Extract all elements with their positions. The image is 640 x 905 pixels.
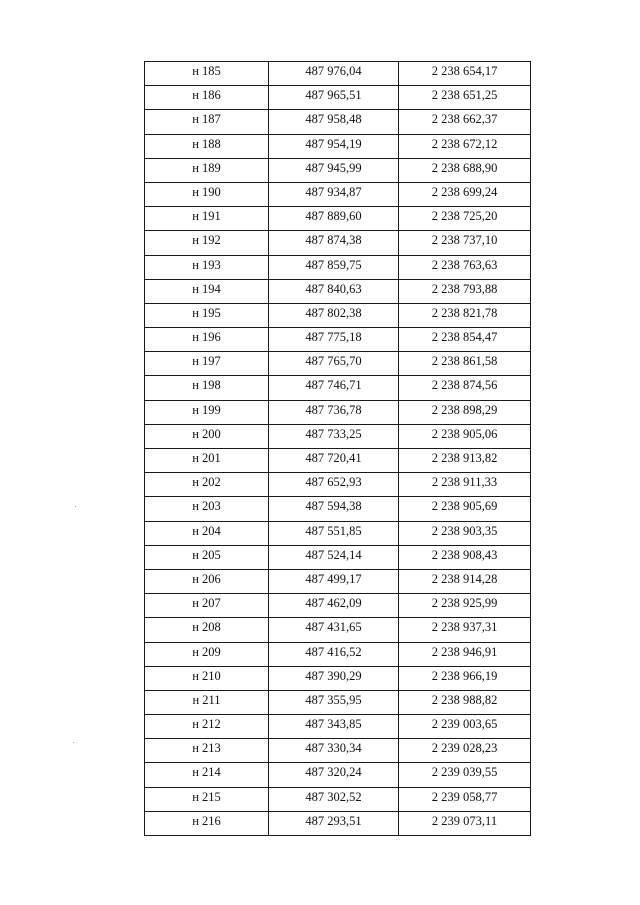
point-number-cell: н 215	[145, 787, 269, 811]
point-number-cell: н 188	[145, 134, 269, 158]
point-number-cell: н 185	[145, 62, 269, 86]
table-row	[145, 521, 531, 545]
y-coordinate-cell: 2 238 651,25	[399, 86, 531, 110]
point-number-cell: н 211	[145, 690, 269, 714]
x-coordinate-cell: 487 416,52	[269, 642, 399, 666]
table-row	[145, 763, 531, 787]
x-coordinate-cell: 487 720,41	[269, 449, 399, 473]
y-coordinate-cell: 2 239 073,11	[399, 811, 531, 835]
table-row	[145, 62, 531, 86]
point-number-cell: н 204	[145, 521, 269, 545]
y-coordinate-cell: 2 238 908,43	[399, 545, 531, 569]
x-coordinate-cell: 487 524,14	[269, 545, 399, 569]
point-number-cell: н 194	[145, 279, 269, 303]
x-coordinate-cell: 487 874,38	[269, 231, 399, 255]
point-number-cell: н 203	[145, 497, 269, 521]
x-coordinate-cell: 487 293,51	[269, 811, 399, 835]
point-number-cell: н 189	[145, 158, 269, 182]
y-coordinate-cell: 2 238 821,78	[399, 303, 531, 327]
y-coordinate-cell: 2 238 699,24	[399, 182, 531, 206]
x-coordinate-cell: 487 431,65	[269, 618, 399, 642]
table-row	[145, 594, 531, 618]
y-coordinate-cell: 2 238 793,88	[399, 279, 531, 303]
y-coordinate-cell: 2 238 861,58	[399, 352, 531, 376]
y-coordinate-cell: 2 239 028,23	[399, 739, 531, 763]
x-coordinate-cell: 487 934,87	[269, 182, 399, 206]
y-coordinate-cell: 2 238 988,82	[399, 690, 531, 714]
x-coordinate-cell: 487 889,60	[269, 207, 399, 231]
x-coordinate-cell: 487 733,25	[269, 424, 399, 448]
table-row	[145, 207, 531, 231]
table-row	[145, 787, 531, 811]
table-row	[145, 497, 531, 521]
x-coordinate-cell: 487 746,71	[269, 376, 399, 400]
point-number-cell: н 216	[145, 811, 269, 835]
y-coordinate-cell: 2 238 898,29	[399, 400, 531, 424]
table-row	[145, 811, 531, 835]
point-number-cell: н 209	[145, 642, 269, 666]
table-row	[145, 424, 531, 448]
table-row	[145, 666, 531, 690]
point-number-cell: н 199	[145, 400, 269, 424]
y-coordinate-cell: 2 238 937,31	[399, 618, 531, 642]
y-coordinate-cell: 2 238 737,10	[399, 231, 531, 255]
scan-speck	[75, 506, 76, 507]
x-coordinate-cell: 487 462,09	[269, 594, 399, 618]
x-coordinate-cell: 487 965,51	[269, 86, 399, 110]
x-coordinate-cell: 487 765,70	[269, 352, 399, 376]
table-row	[145, 715, 531, 739]
y-coordinate-cell: 2 238 905,69	[399, 497, 531, 521]
y-coordinate-cell: 2 238 913,82	[399, 449, 531, 473]
table-row	[145, 352, 531, 376]
x-coordinate-cell: 487 594,38	[269, 497, 399, 521]
y-coordinate-cell: 2 238 662,37	[399, 110, 531, 134]
x-coordinate-cell: 487 802,38	[269, 303, 399, 327]
point-number-cell: н 192	[145, 231, 269, 255]
table-row	[145, 739, 531, 763]
point-number-cell: н 205	[145, 545, 269, 569]
x-coordinate-cell: 487 551,85	[269, 521, 399, 545]
x-coordinate-cell: 487 954,19	[269, 134, 399, 158]
y-coordinate-cell: 2 238 911,33	[399, 473, 531, 497]
point-number-cell: н 198	[145, 376, 269, 400]
point-number-cell: н 187	[145, 110, 269, 134]
x-coordinate-cell: 487 652,93	[269, 473, 399, 497]
y-coordinate-cell: 2 238 854,47	[399, 328, 531, 352]
y-coordinate-cell: 2 238 946,91	[399, 642, 531, 666]
y-coordinate-cell: 2 238 654,17	[399, 62, 531, 86]
table-row	[145, 690, 531, 714]
x-coordinate-cell: 487 330,34	[269, 739, 399, 763]
point-number-cell: н 213	[145, 739, 269, 763]
y-coordinate-cell: 2 238 874,56	[399, 376, 531, 400]
table-row	[145, 569, 531, 593]
table-row	[145, 134, 531, 158]
table-row	[145, 158, 531, 182]
x-coordinate-cell: 487 355,95	[269, 690, 399, 714]
x-coordinate-cell: 487 976,04	[269, 62, 399, 86]
point-number-cell: н 191	[145, 207, 269, 231]
x-coordinate-cell: 487 859,75	[269, 255, 399, 279]
point-number-cell: н 202	[145, 473, 269, 497]
y-coordinate-cell: 2 238 903,35	[399, 521, 531, 545]
y-coordinate-cell: 2 239 003,65	[399, 715, 531, 739]
x-coordinate-cell: 487 736,78	[269, 400, 399, 424]
table-row	[145, 473, 531, 497]
table-row	[145, 231, 531, 255]
coordinates-table-body	[145, 62, 531, 836]
point-number-cell: н 186	[145, 86, 269, 110]
table-row	[145, 400, 531, 424]
y-coordinate-cell: 2 238 672,12	[399, 134, 531, 158]
point-number-cell: н 206	[145, 569, 269, 593]
y-coordinate-cell: 2 238 763,63	[399, 255, 531, 279]
coordinates-table	[144, 61, 531, 836]
x-coordinate-cell: 487 958,48	[269, 110, 399, 134]
table-row	[145, 110, 531, 134]
y-coordinate-cell: 2 238 688,90	[399, 158, 531, 182]
x-coordinate-cell: 487 390,29	[269, 666, 399, 690]
point-number-cell: н 193	[145, 255, 269, 279]
table-row	[145, 328, 531, 352]
x-coordinate-cell: 487 840,63	[269, 279, 399, 303]
table-row	[145, 376, 531, 400]
point-number-cell: н 190	[145, 182, 269, 206]
scan-speck	[73, 742, 74, 743]
x-coordinate-cell: 487 499,17	[269, 569, 399, 593]
point-number-cell: н 195	[145, 303, 269, 327]
table-row	[145, 279, 531, 303]
point-number-cell: н 214	[145, 763, 269, 787]
y-coordinate-cell: 2 238 966,19	[399, 666, 531, 690]
table-row	[145, 303, 531, 327]
point-number-cell: н 207	[145, 594, 269, 618]
x-coordinate-cell: 487 302,52	[269, 787, 399, 811]
table-row	[145, 255, 531, 279]
y-coordinate-cell: 2 238 914,28	[399, 569, 531, 593]
table-row	[145, 449, 531, 473]
point-number-cell: н 197	[145, 352, 269, 376]
x-coordinate-cell: 487 320,24	[269, 763, 399, 787]
y-coordinate-cell: 2 238 905,06	[399, 424, 531, 448]
y-coordinate-cell: 2 238 725,20	[399, 207, 531, 231]
y-coordinate-cell: 2 239 058,77	[399, 787, 531, 811]
table-row	[145, 642, 531, 666]
table-row	[145, 86, 531, 110]
x-coordinate-cell: 487 775,18	[269, 328, 399, 352]
y-coordinate-cell: 2 239 039,55	[399, 763, 531, 787]
table-row	[145, 618, 531, 642]
point-number-cell: н 212	[145, 715, 269, 739]
point-number-cell: н 208	[145, 618, 269, 642]
point-number-cell: н 200	[145, 424, 269, 448]
y-coordinate-cell: 2 238 925,99	[399, 594, 531, 618]
x-coordinate-cell: 487 945,99	[269, 158, 399, 182]
table-row	[145, 545, 531, 569]
point-number-cell: н 196	[145, 328, 269, 352]
point-number-cell: н 210	[145, 666, 269, 690]
point-number-cell: н 201	[145, 449, 269, 473]
x-coordinate-cell: 487 343,85	[269, 715, 399, 739]
table-row	[145, 182, 531, 206]
